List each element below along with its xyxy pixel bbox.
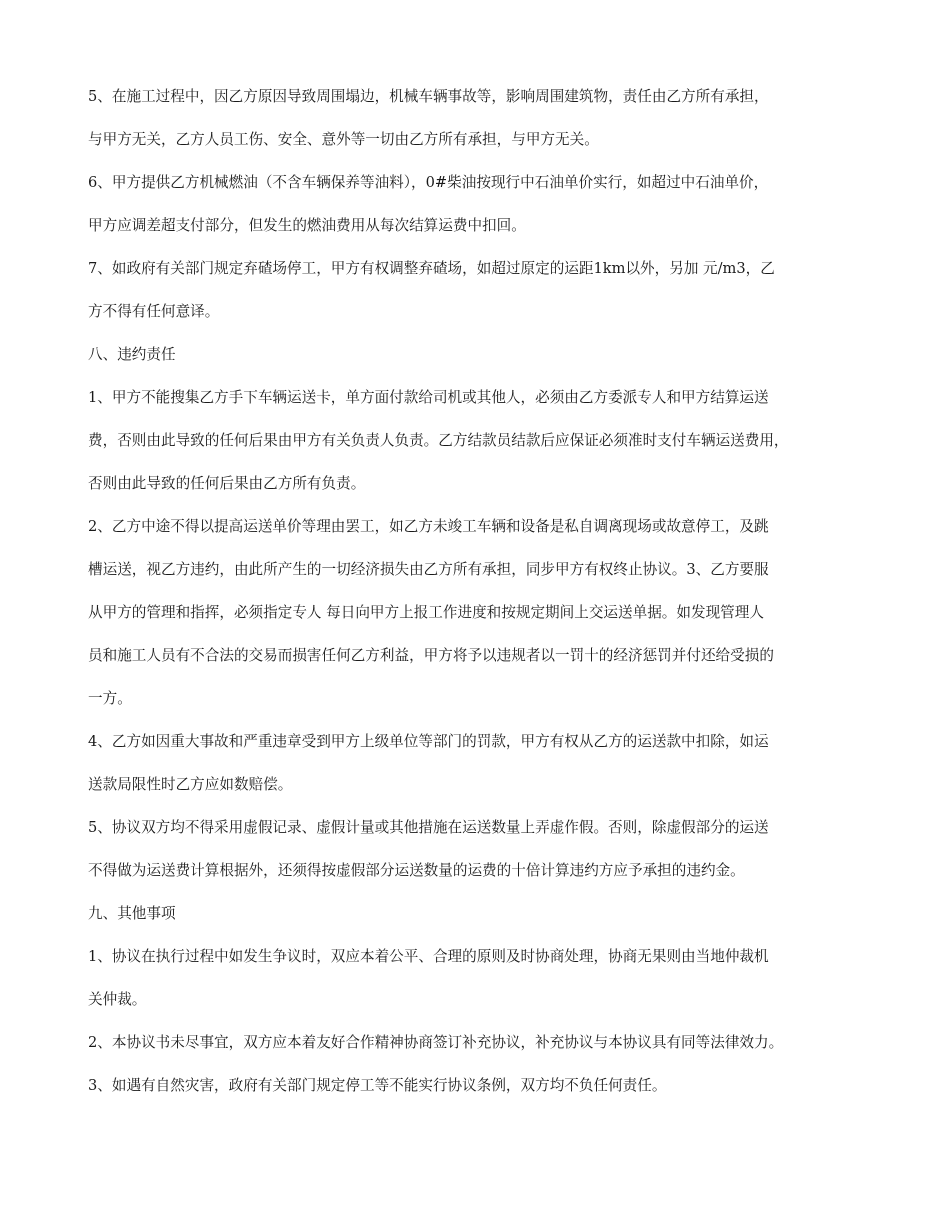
text-line: 6、甲方提供乙方机械燃油（不含车辆保养等油料），0#柴油按现行中石油单价实行，如超过中石油单价， (88, 174, 769, 191)
section-heading: 九、其他事项 (88, 905, 176, 922)
text-line: 关仲裁。 (88, 991, 147, 1008)
text-line: 员和施工人员有不合法的交易而损害任何乙方利益，甲方将予以违规者以一罚十的经济惩罚并付还给受损的 (88, 647, 774, 664)
text-line: 费，否则由此导致的任何后果由甲方有关负责人负责。乙方结款员结款后应保证必须准时支付车辆运送费用， (88, 432, 789, 449)
text-line: 方不得有任何意译。 (88, 303, 220, 320)
text-line: 5、协议双方均不得采用虚假记录、虚假计量或其他措施在运送数量上弄虚作假。否则，除虚假部分的运送 (88, 819, 769, 836)
text-line: 与甲方无关，乙方人员工伤、安全、意外等一切由乙方所有承担，与甲方无关。 (88, 131, 599, 148)
text-line: 2、乙方中途不得以提高运送单价等理由罢工，如乙方未竣工车辆和设备是私自调离现场或故意停工，及跳 (88, 518, 769, 535)
text-line: 5、在施工过程中，因乙方原因导致周围塌边，机械车辆事故等，影响周围建筑物，责任由乙方所有承担， (88, 88, 769, 105)
text-line: 否则由此导致的任何后果由乙方所有负责。 (88, 475, 366, 492)
text-line: 1、甲方不能搜集乙方手下车辆运送卡，单方面付款给司机或其他人，必须由乙方委派专人和甲方结算运送 (88, 389, 769, 406)
text-line: 送款局限性时乙方应如数赔偿。 (88, 776, 293, 793)
text-line: 2、本协议书未尽事宜，双方应本着友好合作精神协商签订补充协议，补充协议与本协议具有同等法律效力。 (88, 1034, 784, 1051)
text-line: 4、乙方如因重大事故和严重违章受到甲方上级单位等部门的罚款，甲方有权从乙方的运送款中扣除，如运 (88, 733, 769, 750)
text-line: 1、协议在执行过程中如发生争议时，双应本着公平、合理的原则及时协商处理，协商无果则由当地仲裁机 (88, 948, 769, 965)
text-line: 一方。 (88, 690, 132, 707)
text-line: 7、如政府有关部门规定弃碴场停工，甲方有权调整弃碴场，如超过原定的运距1km以外，另加 元/m3，乙 (88, 260, 775, 277)
section-heading: 八、违约责任 (88, 346, 176, 363)
text-line: 从甲方的管理和指挥，必须指定专人 每日向甲方上报工作进度和按规定期间上交运送单据。如发现管理人 (88, 604, 764, 621)
text-line: 甲方应调差超支付部分，但发生的燃油费用从每次结算运费中扣回。 (88, 217, 526, 234)
text-line: 槽运送，视乙方违约，由此所产生的一切经济损失由乙方所有承担，同步甲方有权终止协议。3、乙方要服 (88, 561, 769, 578)
text-line: 3、如遇有自然灾害，政府有关部门规定停工等不能实行协议条例，双方均不负任何责任。 (88, 1077, 667, 1094)
text-line: 不得做为运送费计算根据外，还须得按虚假部分运送数量的运费的十倍计算违约方应予承担的违约金。 (88, 862, 745, 879)
